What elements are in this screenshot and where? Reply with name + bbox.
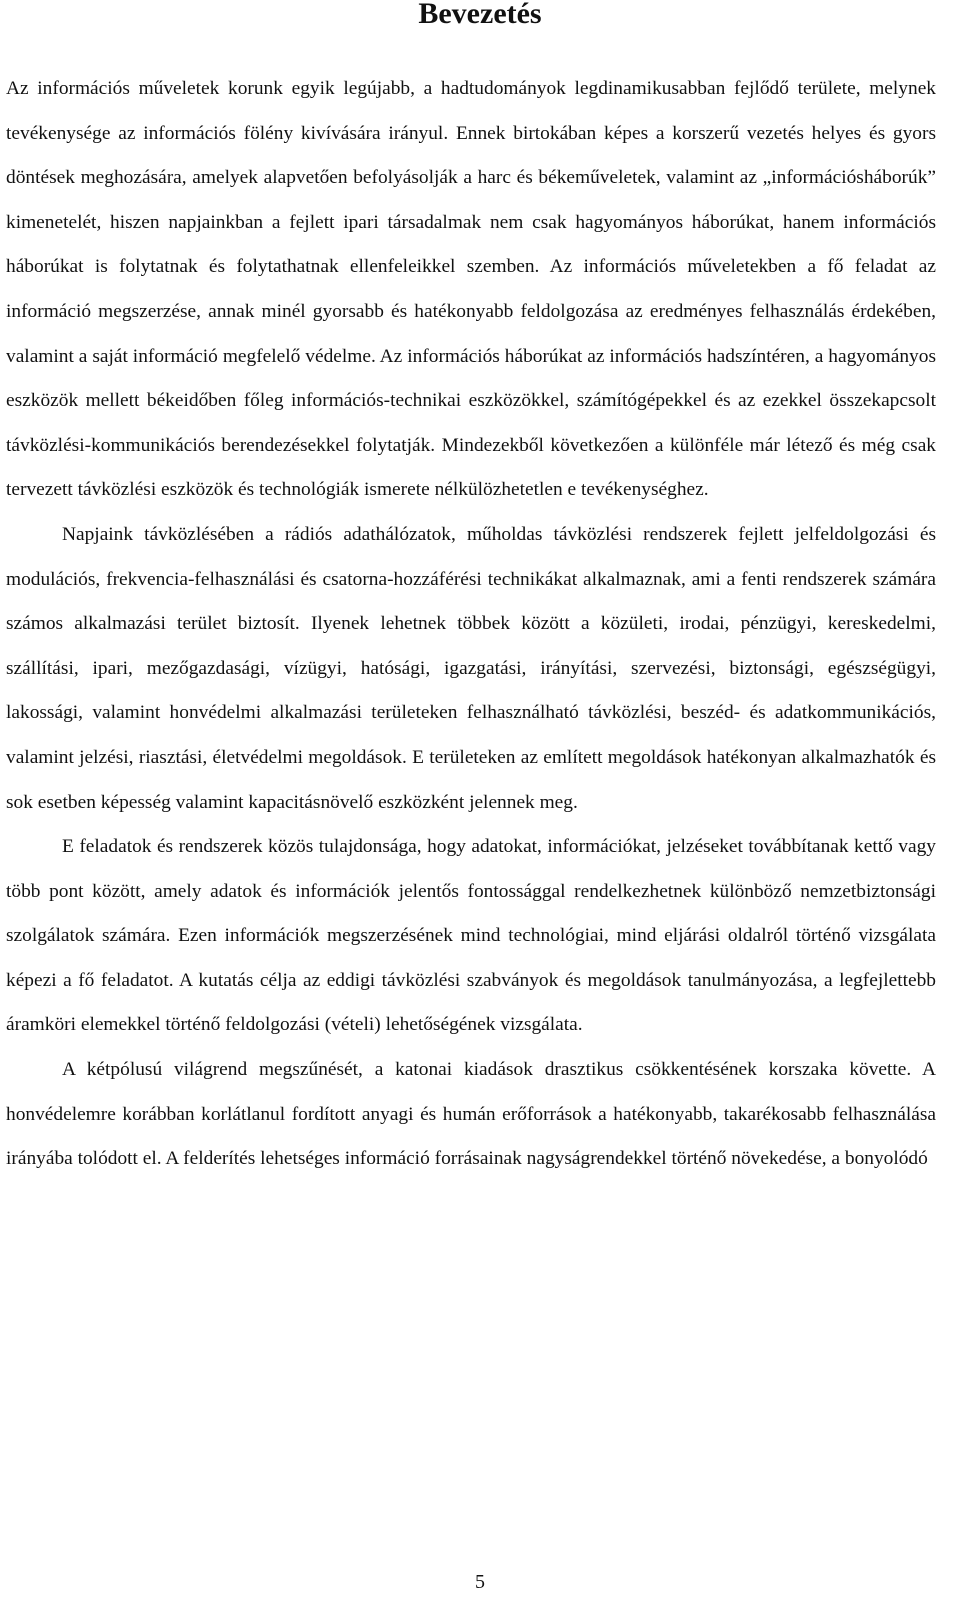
page-title: Bevezetés	[418, 0, 542, 30]
body-text	[6, 67, 936, 1182]
paragraph-1: Az információs műveletek korunk egyik legújabb, a hadtudományok legdinamikusabban fejlődő területe, melynek tevékenysége az információs fölény kivívására irányul. Ennek birtokában képes a korszerű vezetés helyes és gyors döntések meghozására, amelyek alapvetően befolyásolják a harc és békeműveletek, valamint az „információsháborúk” kimenetelét, hiszen napjainkban a fejlett ipari társadalmak nem csak hagyományos háborúkat, hanem információs háborúkat is folytatnak és folytathatnak ellenfeleikkel szemben. Az információs műveletekben a fő feladat az információ megszerzése, annak minél gyorsabb és hatékonyabb feldolgozása az eredményes felhasználás érdekében, valamint a saját információ megfelelő védelme. Az információs háborúkat az információs hadszíntéren, a hagyományos eszközök mellett békeidőben főleg információs-technikai eszközökkel, számítógépekkel és az ezekkel összekapcsolt távközlési-kommunikációs berendezésekkel folytatják. Mindezekből következően a különféle már létező és még csak tervezett távközlési eszközök és technológiák ismerete nélkülözhetetlen e tevékenységhez.	[6, 78, 936, 501]
paragraph-4: A kétpólusú világrend megszűnését, a katonai kiadások drasztikus csökkentésének korszaka követte. A honvédelemre korábban korlátlanul fordított anyagi és humán erőforrások a hatékonyabb, takarékosabb felhasználása irányába tolódott el. A felderítés lehetséges információ forrásainak nagyságrendekkel történő növekedése, a bonyolódó	[6, 1059, 936, 1170]
paragraph-2: Napjaink távközlésében a rádiós adathálózatok, műholdas távközlési rendszerek fejlett jelfeldolgozási és modulációs, frekvencia-felhasználási és csatorna-hozzáférési technikákat alkalmaznak, ami a fenti rendszerek számára számos alkalmazási terület biztosít. Ilyenek lehetnek többek között a közületi, irodai, pénzügyi, kereskedelmi, szállítási, ipari, mezőgazdasági, vízügyi, hatósági, igazgatási, irányítási, szervezési, biztonsági, egészségügyi, lakossági, valamint honvédelmi alkalmazási területeken felhasználható távközlési, beszéd- és adatkommunikációs, valamint jelzési, riasztási, életvédelmi megoldások. E területeken az említett megoldások hatékonyan alkalmazhatók és sok esetben képesség valamint kapacitásnövelő eszközként jelennek meg.	[6, 523, 936, 813]
paragraph-3: E feladatok és rendszerek közös tulajdonsága, hogy adatokat, információkat, jelzéseket továbbítanak kettő vagy több pont között, amely adatok és információk jelentős fontossággal rendelkezhetnek különböző nemzetbiztonsági szolgálatok számára. Ezen információk megszerzésének mind technológiai, mind eljárási oldalról történő vizsgálata képezi a fő feladatot. A kutatás célja az eddigi távközlési szabványok és megoldások tanulmányozása, a legfejlettebb áramköri elemekkel történő feldolgozási (vételi) lehetőségének vizsgálata.	[6, 836, 936, 1036]
page-number: 5	[475, 1571, 485, 1593]
